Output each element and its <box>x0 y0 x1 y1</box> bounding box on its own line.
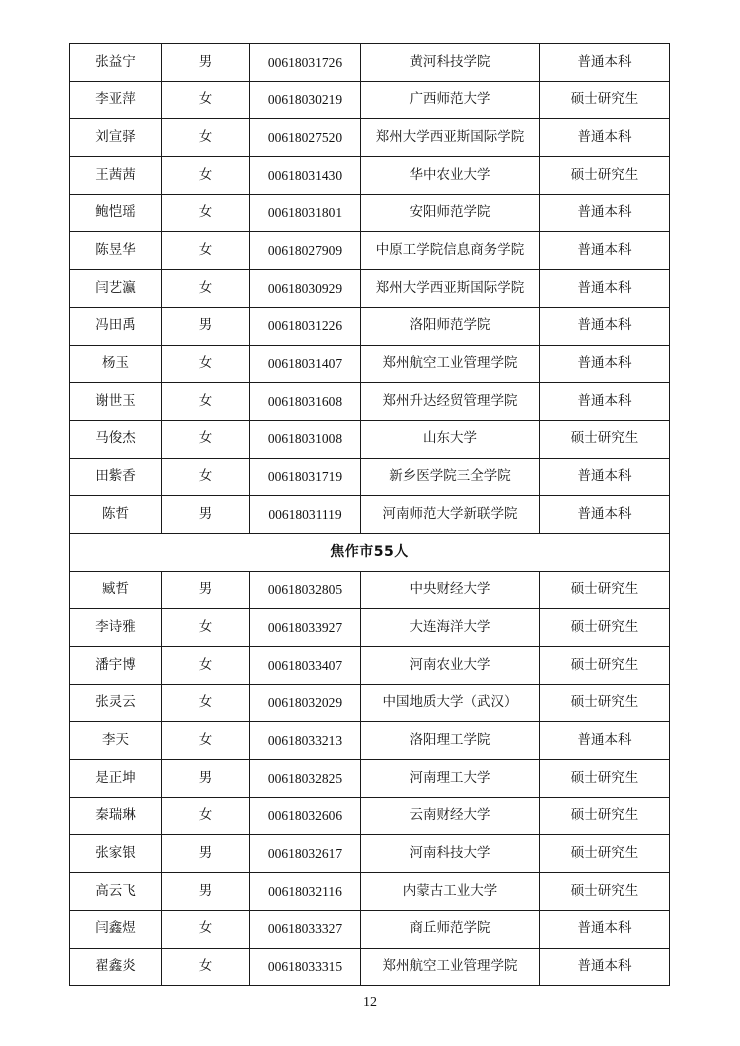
cell-school: 广西师范大学 <box>361 81 540 119</box>
cell-name: 张灵云 <box>70 684 162 722</box>
cell-gender: 女 <box>162 684 250 722</box>
cell-degree: 普通本科 <box>540 496 670 534</box>
cell-school: 河南理工大学 <box>361 760 540 798</box>
table-row <box>70 873 670 911</box>
table-row <box>70 835 670 873</box>
table-row <box>70 722 670 760</box>
table-row <box>70 420 670 458</box>
cell-degree: 普通本科 <box>540 383 670 421</box>
table-row <box>70 647 670 685</box>
candidate-table <box>69 43 670 986</box>
page-number: 12 <box>363 995 377 1010</box>
cell-name: 刘宣驿 <box>70 119 162 157</box>
cell-school: 商丘师范学院 <box>361 910 540 948</box>
cell-gender: 男 <box>162 44 250 82</box>
cell-gender: 女 <box>162 420 250 458</box>
cell-name: 张家银 <box>70 835 162 873</box>
cell-gender: 女 <box>162 797 250 835</box>
cell-gender: 女 <box>162 232 250 270</box>
candidate-table-body <box>70 44 670 986</box>
cell-school: 河南科技大学 <box>361 835 540 873</box>
cell-name: 潘宇博 <box>70 647 162 685</box>
cell-gender: 女 <box>162 270 250 308</box>
table-row <box>70 345 670 383</box>
cell-school: 洛阳理工学院 <box>361 722 540 760</box>
cell-gender: 男 <box>162 571 250 609</box>
cell-name: 谢世玉 <box>70 383 162 421</box>
cell-gender: 女 <box>162 948 250 986</box>
cell-degree: 硕士研究生 <box>540 420 670 458</box>
cell-exam-id: 00618032029 <box>250 684 361 722</box>
cell-degree: 硕士研究生 <box>540 684 670 722</box>
cell-name: 田紫香 <box>70 458 162 496</box>
cell-name: 张益宁 <box>70 44 162 82</box>
table-row <box>70 81 670 119</box>
cell-school: 山东大学 <box>361 420 540 458</box>
cell-school: 郑州升达经贸管理学院 <box>361 383 540 421</box>
cell-name: 杨玉 <box>70 345 162 383</box>
cell-name: 陈哲 <box>70 496 162 534</box>
cell-degree: 普通本科 <box>540 345 670 383</box>
cell-school: 中原工学院信息商务学院 <box>361 232 540 270</box>
cell-degree: 硕士研究生 <box>540 647 670 685</box>
cell-name: 陈昱华 <box>70 232 162 270</box>
cell-exam-id: 00618032825 <box>250 760 361 798</box>
cell-degree: 硕士研究生 <box>540 835 670 873</box>
cell-school: 新乡医学院三全学院 <box>361 458 540 496</box>
cell-gender: 女 <box>162 194 250 232</box>
cell-school: 郑州大学西亚斯国际学院 <box>361 270 540 308</box>
cell-exam-id: 00618031608 <box>250 383 361 421</box>
cell-gender: 女 <box>162 458 250 496</box>
cell-gender: 女 <box>162 157 250 195</box>
cell-degree: 普通本科 <box>540 44 670 82</box>
table-row <box>70 119 670 157</box>
cell-degree: 普通本科 <box>540 722 670 760</box>
cell-gender: 女 <box>162 609 250 647</box>
cell-exam-id: 00618033213 <box>250 722 361 760</box>
cell-school: 安阳师范学院 <box>361 194 540 232</box>
cell-degree: 普通本科 <box>540 910 670 948</box>
cell-name: 高云飞 <box>70 873 162 911</box>
cell-exam-id: 00618033407 <box>250 647 361 685</box>
table-row <box>70 383 670 421</box>
cell-gender: 女 <box>162 119 250 157</box>
table-row <box>70 194 670 232</box>
cell-name: 是正坤 <box>70 760 162 798</box>
cell-degree: 硕士研究生 <box>540 760 670 798</box>
cell-school: 洛阳师范学院 <box>361 307 540 345</box>
cell-name: 鲍恺瑶 <box>70 194 162 232</box>
cell-school: 郑州大学西亚斯国际学院 <box>361 119 540 157</box>
cell-gender: 男 <box>162 835 250 873</box>
table-row <box>70 760 670 798</box>
cell-exam-id: 00618032617 <box>250 835 361 873</box>
cell-school: 中国地质大学（武汉） <box>361 684 540 722</box>
table-row <box>70 458 670 496</box>
table-row <box>70 910 670 948</box>
cell-school: 云南财经大学 <box>361 797 540 835</box>
table-row <box>70 157 670 195</box>
cell-degree: 硕士研究生 <box>540 873 670 911</box>
cell-exam-id: 00618027909 <box>250 232 361 270</box>
cell-exam-id: 00618032606 <box>250 797 361 835</box>
table-row <box>70 307 670 345</box>
cell-degree: 硕士研究生 <box>540 609 670 647</box>
cell-degree: 硕士研究生 <box>540 157 670 195</box>
cell-exam-id: 00618031719 <box>250 458 361 496</box>
table-row <box>70 270 670 308</box>
cell-exam-id: 00618030219 <box>250 81 361 119</box>
table-row <box>70 44 670 82</box>
cell-degree: 硕士研究生 <box>540 81 670 119</box>
cell-gender: 男 <box>162 760 250 798</box>
cell-school: 河南农业大学 <box>361 647 540 685</box>
cell-name: 闫鑫煜 <box>70 910 162 948</box>
cell-degree: 普通本科 <box>540 119 670 157</box>
cell-name: 李诗雅 <box>70 609 162 647</box>
cell-exam-id: 00618031226 <box>250 307 361 345</box>
cell-degree: 普通本科 <box>540 194 670 232</box>
cell-school: 内蒙古工业大学 <box>361 873 540 911</box>
cell-exam-id: 00618031407 <box>250 345 361 383</box>
cell-school: 黄河科技学院 <box>361 44 540 82</box>
cell-degree: 普通本科 <box>540 948 670 986</box>
cell-gender: 男 <box>162 873 250 911</box>
table-row <box>70 797 670 835</box>
cell-exam-id: 00618027520 <box>250 119 361 157</box>
cell-name: 李天 <box>70 722 162 760</box>
cell-name: 马俊杰 <box>70 420 162 458</box>
cell-gender: 女 <box>162 81 250 119</box>
cell-school: 中央财经大学 <box>361 571 540 609</box>
cell-exam-id: 00618032805 <box>250 571 361 609</box>
cell-degree: 普通本科 <box>540 307 670 345</box>
cell-exam-id: 00618030929 <box>250 270 361 308</box>
cell-degree: 普通本科 <box>540 270 670 308</box>
cell-exam-id: 00618031008 <box>250 420 361 458</box>
cell-degree: 普通本科 <box>540 232 670 270</box>
cell-name: 秦瑞琳 <box>70 797 162 835</box>
cell-school: 大连海洋大学 <box>361 609 540 647</box>
section-header: 焦作市55人 <box>70 533 670 571</box>
cell-exam-id: 00618033927 <box>250 609 361 647</box>
cell-gender: 女 <box>162 647 250 685</box>
cell-school: 华中农业大学 <box>361 157 540 195</box>
cell-exam-id: 00618031430 <box>250 157 361 195</box>
cell-gender: 女 <box>162 345 250 383</box>
cell-name: 翟鑫炎 <box>70 948 162 986</box>
section-header-row <box>70 533 670 571</box>
cell-school: 河南师范大学新联学院 <box>361 496 540 534</box>
cell-gender: 女 <box>162 383 250 421</box>
cell-exam-id: 00618031801 <box>250 194 361 232</box>
table-row <box>70 571 670 609</box>
cell-gender: 男 <box>162 496 250 534</box>
cell-exam-id: 00618031119 <box>250 496 361 534</box>
table-row <box>70 609 670 647</box>
cell-degree: 硕士研究生 <box>540 571 670 609</box>
table-row <box>70 684 670 722</box>
cell-name: 李亚萍 <box>70 81 162 119</box>
table-row <box>70 232 670 270</box>
cell-name: 王茜茜 <box>70 157 162 195</box>
cell-degree: 普通本科 <box>540 458 670 496</box>
cell-name: 臧哲 <box>70 571 162 609</box>
cell-school: 郑州航空工业管理学院 <box>361 345 540 383</box>
cell-gender: 男 <box>162 307 250 345</box>
cell-exam-id: 00618033315 <box>250 948 361 986</box>
cell-exam-id: 00618033327 <box>250 910 361 948</box>
table-row <box>70 496 670 534</box>
cell-school: 郑州航空工业管理学院 <box>361 948 540 986</box>
cell-gender: 女 <box>162 910 250 948</box>
cell-name: 冯田禹 <box>70 307 162 345</box>
cell-exam-id: 00618031726 <box>250 44 361 82</box>
cell-degree: 硕士研究生 <box>540 797 670 835</box>
cell-name: 闫艺瀛 <box>70 270 162 308</box>
cell-exam-id: 00618032116 <box>250 873 361 911</box>
table-row <box>70 948 670 986</box>
cell-gender: 女 <box>162 722 250 760</box>
